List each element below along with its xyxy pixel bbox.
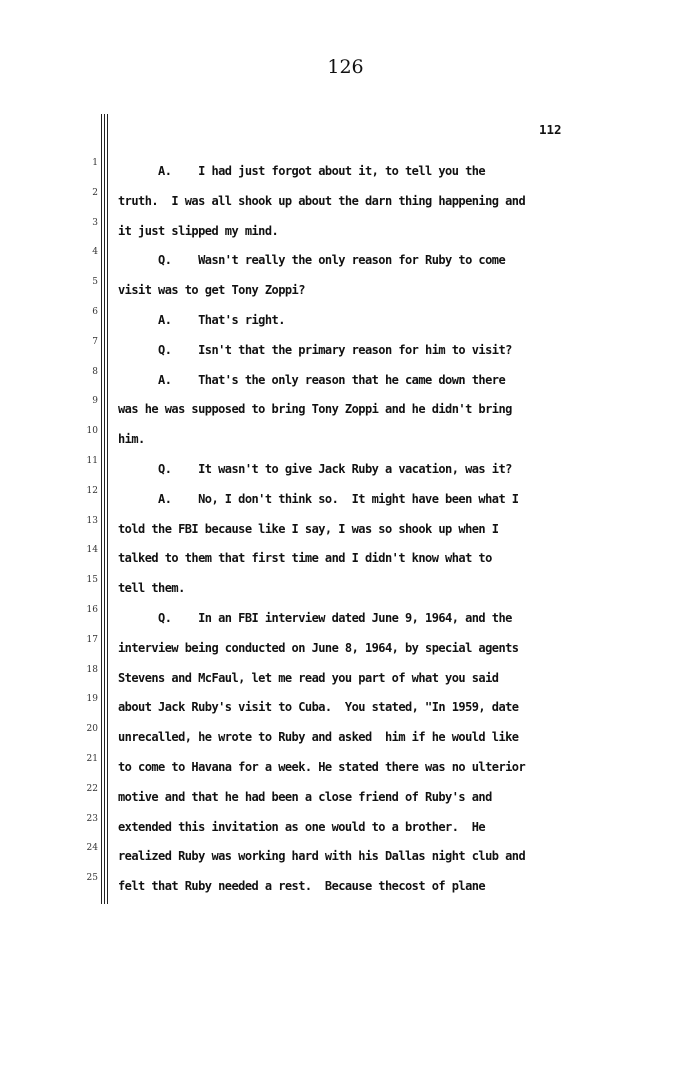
transcript-line: visit was to get Tony Zoppi?	[118, 283, 305, 298]
transcript-line: Q. In an FBI interview dated June 9, 1964, and the	[118, 610, 512, 625]
transcript-line: talked to them that first time and I didn't know what to	[118, 551, 492, 566]
line-number: 15	[86, 575, 98, 586]
transcript-line: A. I had just forgot about it, to tell you the	[118, 164, 486, 178]
transcript-line: truth. I was all shook up about the darn thing happening and	[118, 193, 526, 208]
transcript-line: unrecalled, he wrote to Ruby and asked him if he would like	[118, 730, 519, 745]
transcript-line: Q. Isn't that the primary reason for him to visit?	[118, 342, 512, 357]
margin-rule	[107, 114, 108, 904]
line-number: 5	[92, 277, 98, 288]
line-number: 24	[86, 843, 98, 854]
line-number: 3	[92, 217, 98, 228]
transcript-line: him.	[118, 432, 145, 447]
transcript-line: to come to Havana for a week. He stated there was no ulterior	[118, 759, 526, 774]
line-number-column	[82, 153, 98, 898]
transcript-line: about Jack Ruby's visit to Cuba. You stated, "In 1959, date	[118, 700, 519, 715]
line-number: 19	[86, 694, 98, 705]
transcript-page-number: 112	[539, 122, 562, 137]
line-number: 10	[86, 426, 98, 437]
transcript-line: motive and that he had been a close friend of Ruby's and	[118, 789, 492, 804]
transcript-line: A. That's right.	[118, 312, 285, 327]
transcript-line: was he was supposed to bring Tony Zoppi and he didn't bring	[118, 402, 512, 417]
line-number: 6	[92, 306, 98, 317]
margin-rule	[104, 114, 105, 904]
transcript-line: Q. Wasn't really the only reason for Ruby to come	[118, 253, 506, 268]
transcript-line: it just slipped my mind.	[118, 223, 279, 238]
line-number: 14	[86, 545, 98, 556]
transcript-line: felt that Ruby needed a rest. Because thecost of plane	[118, 879, 486, 894]
margin-rule	[101, 114, 102, 904]
line-number: 18	[86, 664, 98, 675]
line-number: 25	[86, 873, 98, 884]
transcript-line: realized Ruby was working hard with his Dallas night club and	[118, 849, 526, 864]
line-number: 12	[86, 485, 98, 496]
transcript-line: tell them.	[118, 581, 185, 596]
transcript-line: extended this invitation as one would to a brother. He	[118, 819, 486, 834]
line-number: 17	[86, 634, 98, 645]
line-number: 16	[86, 604, 98, 615]
line-number: 2	[92, 187, 98, 198]
line-number: 13	[86, 515, 98, 526]
transcript-line: told the FBI because like I say, I was so shook up when I	[118, 521, 499, 536]
transcript-line: Stevens and McFaul, let me read you part of what you said	[118, 670, 499, 685]
line-number: 4	[92, 247, 98, 258]
line-number: 22	[86, 783, 98, 794]
transcript-line: A. That's the only reason that he came down there	[118, 372, 506, 387]
line-number: 8	[92, 366, 98, 377]
line-number: 20	[86, 724, 98, 735]
line-number: 21	[86, 753, 98, 764]
transcript-line: interview being conducted on June 8, 1964, by special agents	[118, 640, 519, 655]
transcript-line: A. No, I don't think so. It might have been what I	[118, 491, 519, 506]
transcript-line: Q. It wasn't to give Jack Ruby a vacation, was it?	[118, 461, 512, 476]
line-number: 23	[86, 813, 98, 824]
line-number: 1	[92, 158, 98, 168]
line-number: 7	[92, 336, 98, 347]
page-number: 126	[327, 56, 364, 78]
line-number: 9	[92, 396, 98, 407]
line-number: 11	[86, 455, 98, 466]
transcript-body	[118, 161, 618, 906]
